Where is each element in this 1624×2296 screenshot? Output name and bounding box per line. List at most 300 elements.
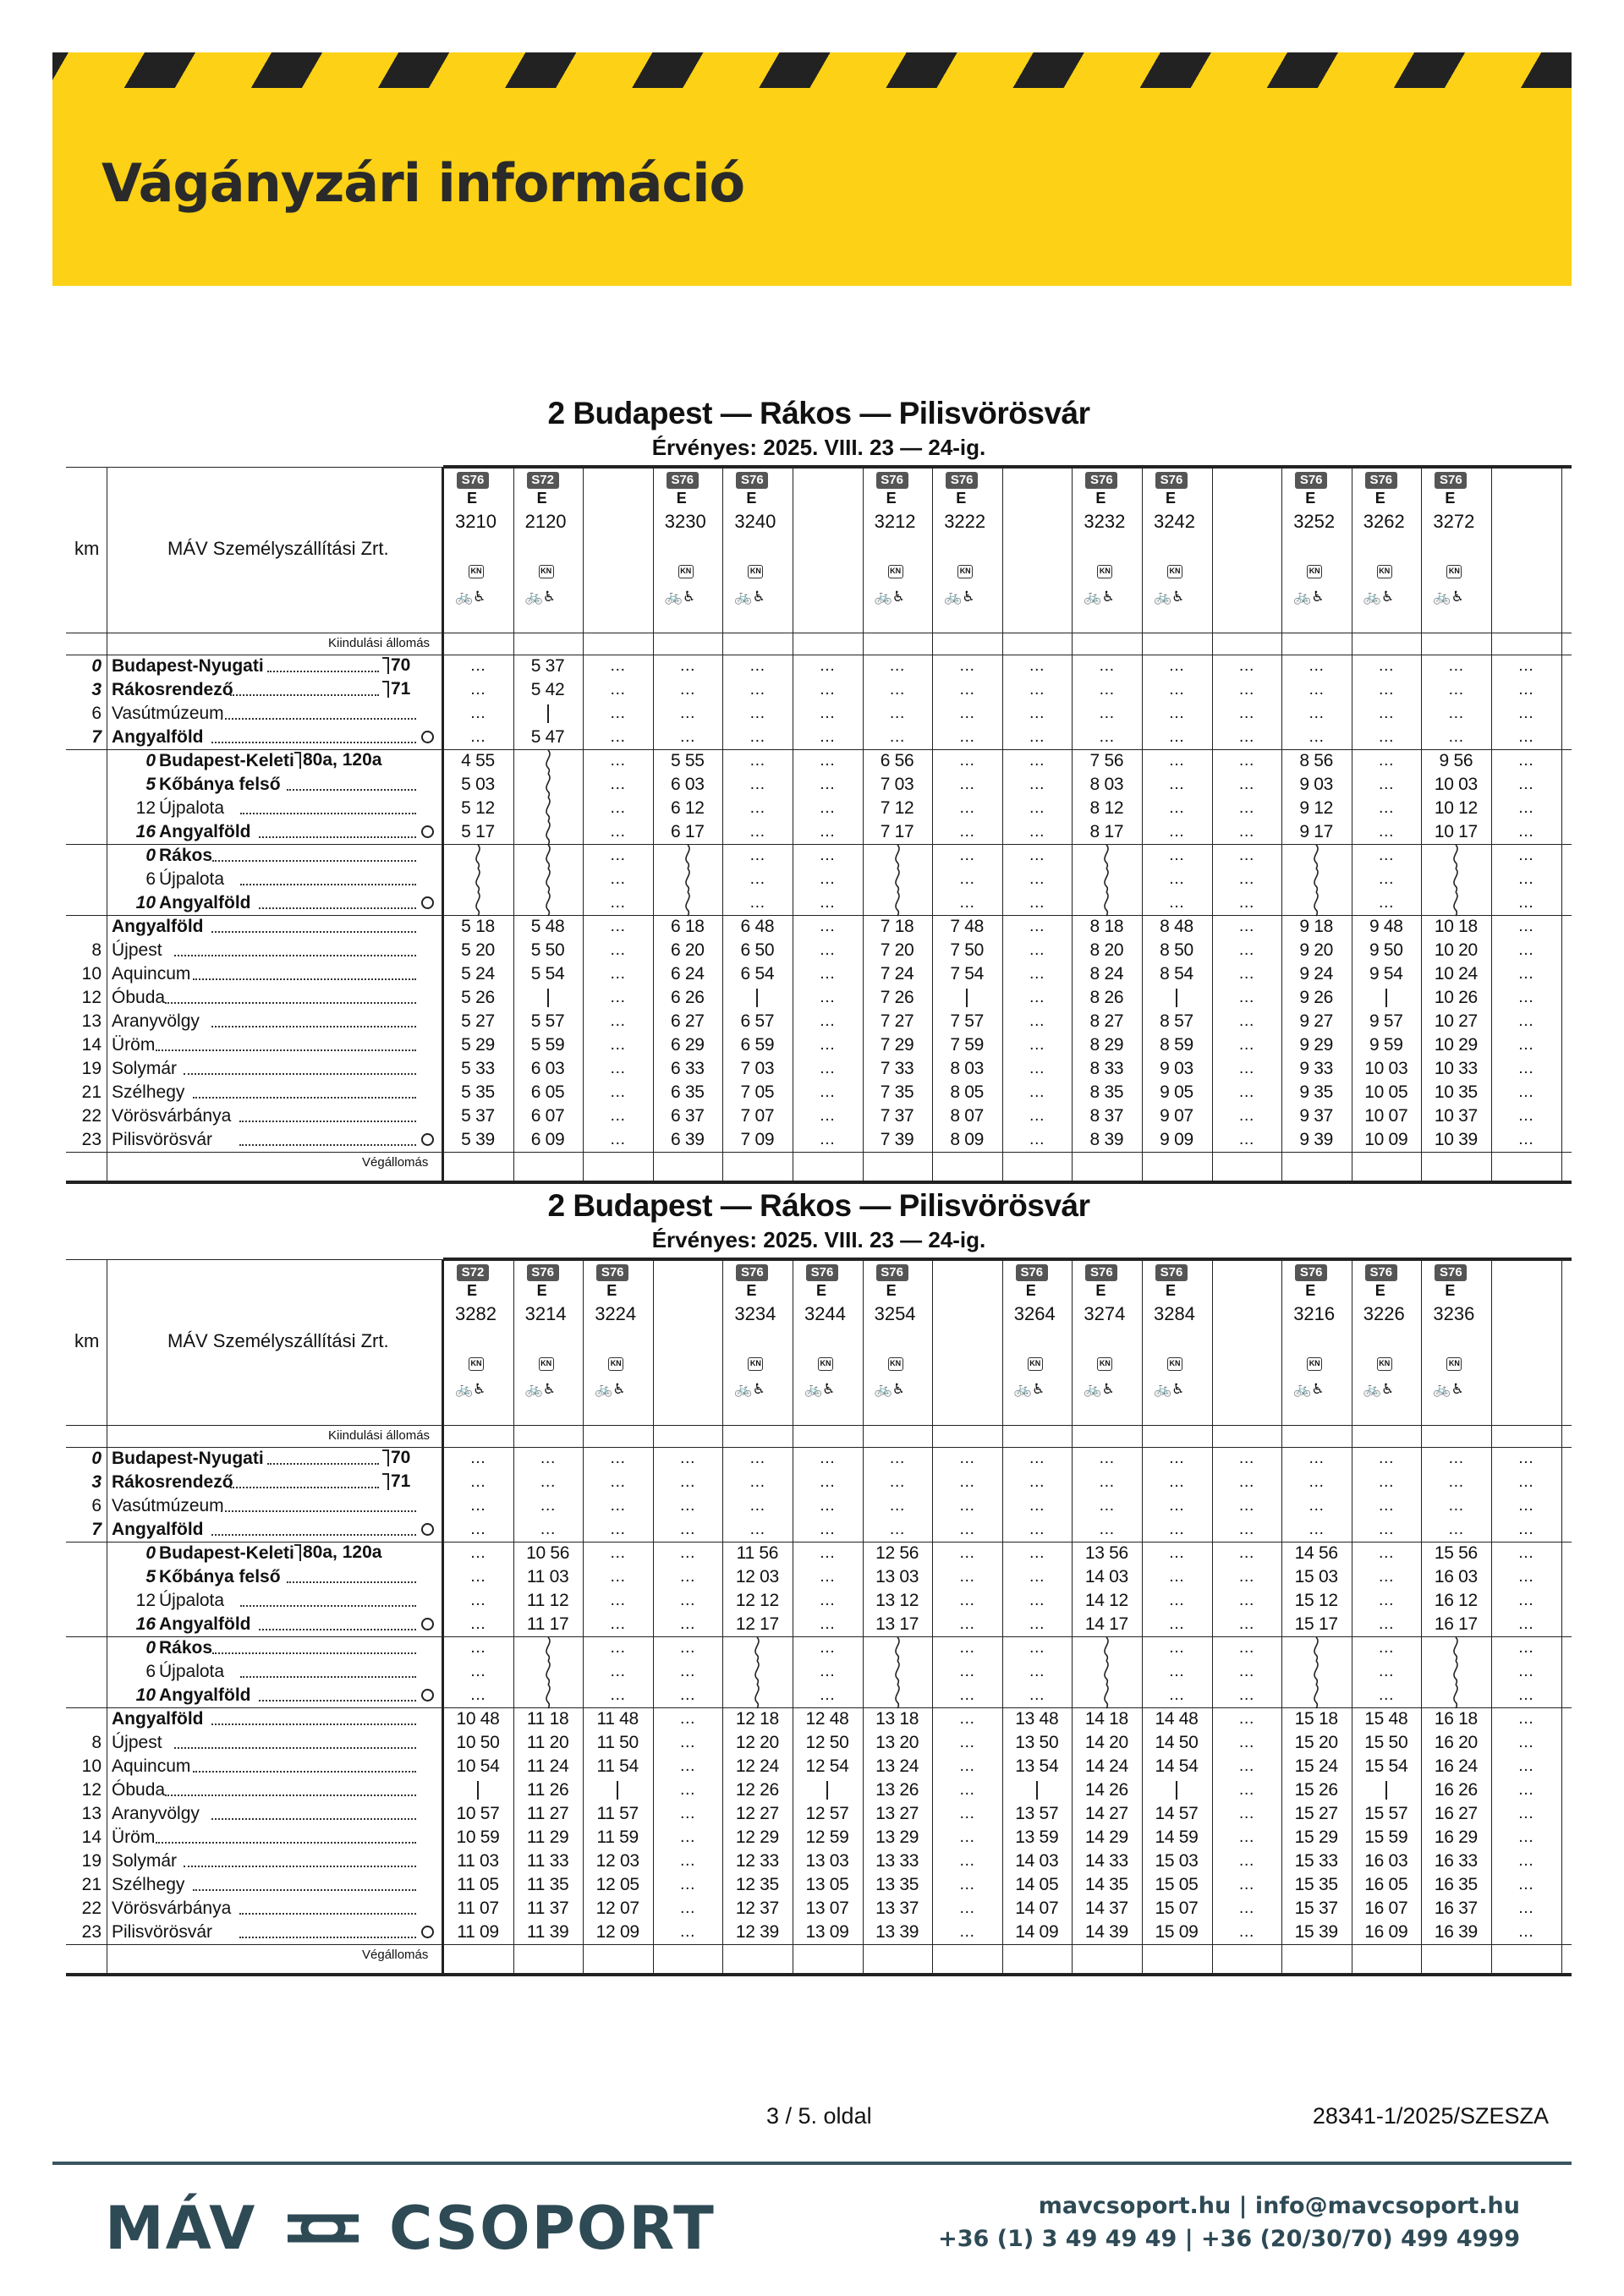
no-service-dots: … [609, 1615, 626, 1633]
train-number: 2120 [524, 511, 567, 532]
pass-through-bar [756, 989, 758, 1007]
km-value: 10 [135, 1685, 156, 1705]
kn-ticket-icon: KN [957, 565, 973, 578]
departure-time: 6 03 [670, 775, 705, 794]
no-service-dots: … [1168, 1521, 1185, 1538]
no-service-dots: … [1168, 870, 1185, 888]
bracket-mark [382, 1473, 389, 1490]
departure-time: 6 59 [740, 1035, 775, 1055]
departure-time: 16 27 [1434, 1804, 1478, 1823]
table-bottom-rule [66, 1181, 1572, 1184]
km-value: 6 [91, 1496, 102, 1515]
no-service-dots: … [1168, 1592, 1185, 1609]
no-service-dots: … [819, 965, 836, 983]
bicycle-icon: 🚲 [1154, 589, 1172, 605]
km-value: 3 [91, 680, 102, 699]
departure-time: 5 17 [461, 822, 495, 841]
departure-time: 5 29 [461, 1035, 495, 1055]
no-service-dots: … [609, 728, 626, 746]
no-service-dots: … [1168, 1473, 1185, 1491]
kn-ticket-icon: KN [1377, 565, 1392, 578]
no-service-dots: … [958, 752, 975, 770]
departure-time: 15 27 [1294, 1804, 1338, 1823]
departure-time: 12 26 [735, 1780, 779, 1800]
no-service-dots: … [1378, 1663, 1395, 1680]
no-service-dots: … [1517, 1852, 1534, 1870]
bicycle-icon: 🚲 [1084, 1381, 1102, 1397]
no-service-dots: … [1238, 1639, 1255, 1657]
no-service-dots: … [1517, 1473, 1534, 1491]
no-service-dots: … [1517, 894, 1534, 912]
no-service-dots: … [749, 894, 765, 912]
no-service-dots: … [958, 823, 975, 841]
no-service-dots: … [1378, 681, 1395, 699]
departure-time: 7 29 [880, 1035, 914, 1055]
no-service-dots: … [1308, 681, 1325, 699]
train-number: 3222 [944, 511, 986, 532]
line-badge: S76 [596, 1264, 628, 1281]
no-service-dots: … [1029, 847, 1045, 864]
no-service-dots: … [958, 681, 975, 699]
timetable-section [66, 396, 1572, 1191]
no-service-dots: … [1517, 989, 1534, 1006]
no-service-dots: … [469, 1639, 486, 1657]
line-badge: S72 [457, 1264, 489, 1281]
no-service-dots: … [1029, 752, 1045, 770]
departure-time: 11 17 [526, 1614, 569, 1634]
departure-time: 5 39 [461, 1130, 495, 1149]
km-value: 12 [81, 988, 102, 1007]
station-name: Pilisvörösvár [112, 1922, 213, 1942]
departure-time: 10 24 [1434, 964, 1478, 984]
departure-time: 7 37 [880, 1106, 914, 1126]
departure-time: 6 20 [670, 940, 705, 960]
departure-time: 5 48 [530, 917, 565, 936]
no-service-dots: … [819, 1497, 836, 1515]
station-name: Aranyvölgy [112, 1011, 200, 1031]
no-service-dots: … [958, 1876, 975, 1893]
no-service-dots: … [1238, 799, 1255, 817]
no-service-dots: … [469, 1473, 486, 1491]
no-service-dots: … [1238, 1521, 1255, 1538]
departure-time: 12 57 [805, 1804, 849, 1823]
line-badge: S76 [806, 1264, 838, 1281]
departure-time: 12 56 [875, 1543, 919, 1563]
bicycle-icon: 🚲 [524, 589, 543, 605]
no-service-dots: … [1029, 918, 1045, 935]
wheelchair-icon: ♿ [1031, 1381, 1045, 1397]
no-service-dots: … [1517, 752, 1534, 770]
bicycle-icon: 🚲 [944, 589, 963, 605]
dot-leader [259, 907, 416, 909]
no-service-dots: … [1238, 1083, 1255, 1101]
dot-leader [212, 860, 416, 862]
no-service-dots: … [1308, 1497, 1325, 1515]
departure-time: 10 35 [1434, 1082, 1478, 1102]
departure-time: 15 56 [1434, 1543, 1478, 1563]
pass-through-bar [1176, 1781, 1177, 1800]
no-service-dots: … [609, 1107, 626, 1125]
departure-time: 8 35 [1089, 1082, 1124, 1102]
no-service-dots: … [1517, 1734, 1534, 1751]
no-service-dots: … [679, 704, 696, 722]
departure-time: 9 26 [1299, 988, 1334, 1007]
no-service-dots: … [1517, 1568, 1534, 1586]
no-service-dots: … [1517, 1899, 1534, 1917]
departure-time: 13 59 [1015, 1827, 1059, 1847]
service-class: E [886, 1282, 897, 1299]
departure-time: 10 39 [1434, 1130, 1478, 1149]
train-number: 3254 [874, 1303, 916, 1324]
validity-text: Érvényes: 2025. VIII. 23 — 24-ig. [651, 1227, 986, 1252]
departure-time: 16 03 [1434, 1567, 1478, 1586]
dot-leader [156, 1842, 416, 1844]
departure-time: 11 57 [596, 1804, 639, 1823]
no-service-dots: … [1238, 1036, 1255, 1054]
departure-time: 12 18 [735, 1709, 779, 1729]
service-class: E [467, 490, 478, 507]
bicycle-icon: 🚲 [874, 1381, 892, 1397]
train-number: 3272 [1433, 511, 1475, 532]
no-service-dots: … [1029, 1639, 1045, 1657]
no-service-dots: … [819, 1568, 836, 1586]
km-value: 14 [81, 1827, 102, 1847]
departure-time: 9 18 [1299, 917, 1334, 936]
line-badge: S76 [876, 472, 908, 489]
dot-leader [193, 1097, 416, 1099]
no-service-dots: … [1029, 894, 1045, 912]
station-name: Rákos [159, 1638, 213, 1658]
no-service-dots: … [819, 704, 836, 722]
train-number: 3236 [1433, 1303, 1475, 1324]
no-service-dots: … [1447, 681, 1464, 699]
kn-ticket-icon: KN [1097, 1357, 1112, 1371]
km-value: 19 [81, 1059, 102, 1078]
logo-text-left: MÁV [105, 2194, 257, 2263]
station-name: Solymár [112, 1851, 178, 1871]
dot-leader [230, 1487, 379, 1488]
no-service-dots: … [1029, 1686, 1045, 1704]
station-name: Óbuda [112, 988, 166, 1007]
kn-ticket-icon: KN [1446, 565, 1462, 578]
end-rule [66, 1944, 1572, 1945]
service-class: E [536, 1282, 547, 1299]
no-service-dots: … [609, 1521, 626, 1538]
kn-ticket-icon: KN [748, 565, 763, 578]
no-service-dots: … [1517, 823, 1534, 841]
bicycle-icon: 🚲 [595, 1381, 613, 1397]
no-service-dots: … [889, 1521, 906, 1538]
km-value: 16 [135, 1614, 156, 1634]
departure-time: 14 35 [1084, 1875, 1128, 1894]
departure-time: 11 54 [596, 1756, 639, 1776]
departure-time: 6 48 [740, 917, 775, 936]
no-service-dots: … [679, 657, 696, 675]
departure-time: 7 33 [880, 1059, 914, 1078]
service-class: E [1445, 490, 1456, 507]
no-service-dots: … [819, 823, 836, 841]
no-service-dots: … [679, 1852, 696, 1870]
no-service-dots: … [1517, 799, 1534, 817]
km-value: 6 [91, 704, 102, 723]
no-service-dots: … [958, 1852, 975, 1870]
no-service-dots: … [819, 1083, 836, 1101]
station-name: Vasútmúzeum [112, 704, 224, 723]
no-service-dots: … [469, 704, 486, 722]
bicycle-icon: 🚲 [1363, 589, 1381, 605]
no-service-dots: … [1517, 1805, 1534, 1822]
no-service-dots: … [1378, 1686, 1395, 1704]
no-service-dots: … [749, 870, 765, 888]
km-value: 0 [91, 1449, 102, 1468]
contact-phones: +36 (1) 3 49 49 49 | +36 (20/30/70) 499 4999 [938, 2226, 1520, 2252]
no-service-dots: … [1238, 1012, 1255, 1030]
departure-time: 8 18 [1089, 917, 1124, 936]
no-service-dots: … [1517, 918, 1534, 935]
departure-time: 12 35 [735, 1875, 779, 1894]
no-service-dots: … [609, 1473, 626, 1491]
no-service-dots: … [1517, 1663, 1534, 1680]
departure-time: 15 37 [1294, 1899, 1338, 1918]
kn-ticket-icon: KN [1167, 1357, 1182, 1371]
pass-through-bar [547, 704, 549, 723]
no-service-dots: … [1098, 681, 1115, 699]
no-service-dots: … [1029, 1568, 1045, 1586]
no-service-dots: … [1238, 1473, 1255, 1491]
km-value: 14 [81, 1035, 102, 1055]
no-service-dots: … [819, 752, 836, 770]
bike-wheelchair-icons [1154, 1381, 1184, 1398]
departure-time: 4 55 [461, 751, 495, 770]
no-service-dots: … [1517, 1521, 1534, 1538]
departure-time: 7 48 [950, 917, 985, 936]
no-service-dots: … [469, 1449, 486, 1467]
station-name: Angyalföld [159, 893, 251, 912]
departure-time: 16 35 [1434, 1875, 1478, 1894]
departure-time: 5 54 [530, 964, 565, 984]
departure-time: 12 27 [735, 1804, 779, 1823]
service-class: E [1166, 1282, 1177, 1299]
dot-leader [156, 1049, 416, 1051]
no-service-dots: … [1517, 1592, 1534, 1609]
no-service-dots: … [1029, 941, 1045, 959]
departure-time: 12 03 [595, 1851, 639, 1871]
wheelchair-icon: ♿ [892, 589, 906, 605]
departure-time: 12 48 [805, 1709, 849, 1729]
no-service-dots: … [958, 799, 975, 817]
no-service-dots: … [679, 1449, 696, 1467]
departure-time: 9 50 [1369, 940, 1403, 960]
bike-wheelchair-icons [1014, 1381, 1045, 1398]
no-service-dots: … [679, 1686, 696, 1704]
departure-time: 11 27 [526, 1804, 569, 1823]
page-number: 3 / 5. oldal [766, 2103, 872, 2129]
no-service-dots: … [1447, 1473, 1464, 1491]
departure-time: 5 18 [461, 917, 495, 936]
departure-time: 5 27 [461, 1011, 495, 1031]
no-service-dots: … [749, 1497, 765, 1515]
no-service-dots: … [679, 1592, 696, 1609]
service-class: E [1025, 1282, 1036, 1299]
no-service-dots: … [609, 799, 626, 817]
no-service-dots: … [819, 1639, 836, 1657]
station-name: Szélhegy [112, 1875, 185, 1894]
departure-time: 11 07 [457, 1899, 499, 1918]
no-service-dots: … [1308, 1473, 1325, 1491]
departure-time: 9 29 [1299, 1035, 1334, 1055]
no-service-dots: … [469, 728, 486, 746]
no-service-dots: … [1238, 1757, 1255, 1775]
no-service-dots: … [1029, 1663, 1045, 1680]
departure-time: 11 37 [526, 1899, 569, 1918]
pass-through-bar [477, 1781, 479, 1800]
bike-wheelchair-icons [875, 1381, 905, 1398]
no-service-dots: … [958, 1828, 975, 1846]
departure-time: 6 27 [670, 1011, 705, 1031]
dot-leader [239, 1121, 416, 1122]
no-service-dots: … [1029, 965, 1045, 983]
departure-time: 15 05 [1155, 1875, 1199, 1894]
departure-time: 15 54 [1364, 1756, 1408, 1776]
km-value: 8 [91, 940, 102, 960]
departure-time: 7 12 [880, 798, 914, 818]
departure-time: 13 54 [1015, 1756, 1059, 1776]
no-service-dots: … [958, 1899, 975, 1917]
kn-ticket-icon: KN [678, 565, 694, 578]
departure-time: 15 26 [1294, 1780, 1338, 1800]
departure-time: 13 50 [1015, 1733, 1059, 1752]
no-service-dots: … [679, 1899, 696, 1917]
departure-time: 13 03 [875, 1567, 919, 1586]
no-service-dots: … [1517, 704, 1534, 722]
dot-leader [211, 1818, 416, 1820]
no-service-dots: … [679, 1663, 696, 1680]
departure-time: 13 26 [875, 1780, 919, 1800]
departure-time: 13 12 [875, 1591, 919, 1610]
no-service-dots: … [958, 728, 975, 746]
train-number: 3234 [734, 1303, 776, 1324]
no-service-dots: … [679, 1521, 696, 1538]
no-service-dots: … [1029, 1592, 1045, 1609]
no-service-dots: … [1378, 1568, 1395, 1586]
departure-time: 7 27 [880, 1011, 914, 1031]
departure-time: 5 50 [530, 940, 565, 960]
departure-time: 16 17 [1434, 1614, 1478, 1634]
service-class: E [886, 490, 897, 507]
wheelchair-icon: ♿ [682, 589, 696, 605]
departure-time: 14 18 [1084, 1709, 1128, 1729]
km-value: 0 [91, 656, 102, 676]
no-service-dots: … [469, 657, 486, 675]
no-service-dots: … [958, 1663, 975, 1680]
dot-leader [259, 836, 416, 838]
kn-ticket-icon: KN [608, 1357, 623, 1371]
departure-time: 9 09 [1160, 1130, 1193, 1149]
wheelchair-icon: ♿ [1380, 1381, 1395, 1397]
departure-time: 13 35 [875, 1875, 919, 1894]
kn-ticket-icon: KN [539, 565, 554, 578]
no-service-dots: … [1517, 1107, 1534, 1125]
departure-time: 8 17 [1089, 822, 1124, 841]
no-service-dots: … [1029, 728, 1045, 746]
no-service-dots: … [1517, 1131, 1534, 1148]
line-badge: S76 [457, 472, 489, 489]
no-service-dots: … [1378, 823, 1395, 841]
station-name: Vörösvárbánya [112, 1899, 232, 1918]
departure-time: 10 05 [1364, 1082, 1408, 1102]
no-service-dots: … [1517, 1876, 1534, 1893]
departure-time: 5 03 [461, 775, 495, 794]
validity-text: Érvényes: 2025. VIII. 23 — 24-ig. [651, 435, 986, 460]
departure-time: 9 39 [1299, 1130, 1334, 1149]
wheelchair-icon: ♿ [1171, 1381, 1185, 1397]
dot-leader [239, 1937, 416, 1938]
no-service-dots: … [958, 704, 975, 722]
no-service-dots: … [1029, 989, 1045, 1006]
departure-time: 12 50 [805, 1733, 849, 1752]
no-service-dots: … [958, 847, 975, 864]
no-service-dots: … [1098, 1497, 1115, 1515]
departure-time: 6 57 [740, 1011, 775, 1031]
no-service-dots: … [609, 989, 626, 1006]
station-name: Újpalota [159, 798, 225, 818]
no-service-dots: … [1378, 1544, 1395, 1562]
no-service-dots: … [1447, 704, 1464, 722]
pass-through-bar [966, 989, 968, 1007]
station-name: Újpalota [159, 869, 225, 889]
train-number: 3274 [1084, 1303, 1126, 1324]
bicycle-icon: 🚲 [455, 1381, 474, 1397]
terminus-label: Végállomás [362, 1948, 429, 1962]
departure-time: 16 33 [1434, 1851, 1478, 1871]
origin-station-label: Kiindulási állomás [328, 1428, 431, 1443]
no-service-dots: … [1238, 1923, 1255, 1941]
no-service-dots: … [958, 775, 975, 793]
no-service-dots: … [679, 1615, 696, 1633]
bike-wheelchair-icons [455, 1381, 486, 1398]
no-service-dots: … [819, 989, 836, 1006]
station-name: Angyalföld [159, 1685, 251, 1705]
departure-time: 9 35 [1299, 1082, 1334, 1102]
km-value: 10 [81, 964, 102, 984]
line-badge: S76 [667, 472, 699, 489]
no-service-dots: … [1029, 657, 1045, 675]
dot-leader [211, 1026, 416, 1027]
no-service-dots: … [1238, 1876, 1255, 1893]
no-service-dots: … [749, 775, 765, 793]
no-service-dots: … [609, 1639, 626, 1657]
reference-timetable: 70 [391, 655, 411, 675]
no-service-dots: … [609, 657, 626, 675]
no-service-dots: … [679, 1734, 696, 1751]
departure-time: 11 48 [596, 1709, 639, 1729]
no-service-dots: … [1098, 1473, 1115, 1491]
bike-wheelchair-icons [1293, 1381, 1324, 1398]
departure-time: 7 18 [880, 917, 914, 936]
no-service-dots: … [1308, 704, 1325, 722]
no-service-dots: … [609, 1083, 626, 1101]
bike-wheelchair-icons [1084, 589, 1114, 606]
departure-time: 5 47 [530, 727, 565, 747]
no-service-dots: … [889, 728, 906, 746]
km-value: 13 [81, 1804, 102, 1823]
no-service-dots: … [1378, 728, 1395, 746]
bicycle-icon: 🚲 [664, 589, 683, 605]
kn-ticket-icon: KN [888, 565, 903, 578]
no-service-dots: … [1447, 1521, 1464, 1538]
no-service-dots: … [609, 965, 626, 983]
no-service-dots: … [819, 1663, 836, 1680]
